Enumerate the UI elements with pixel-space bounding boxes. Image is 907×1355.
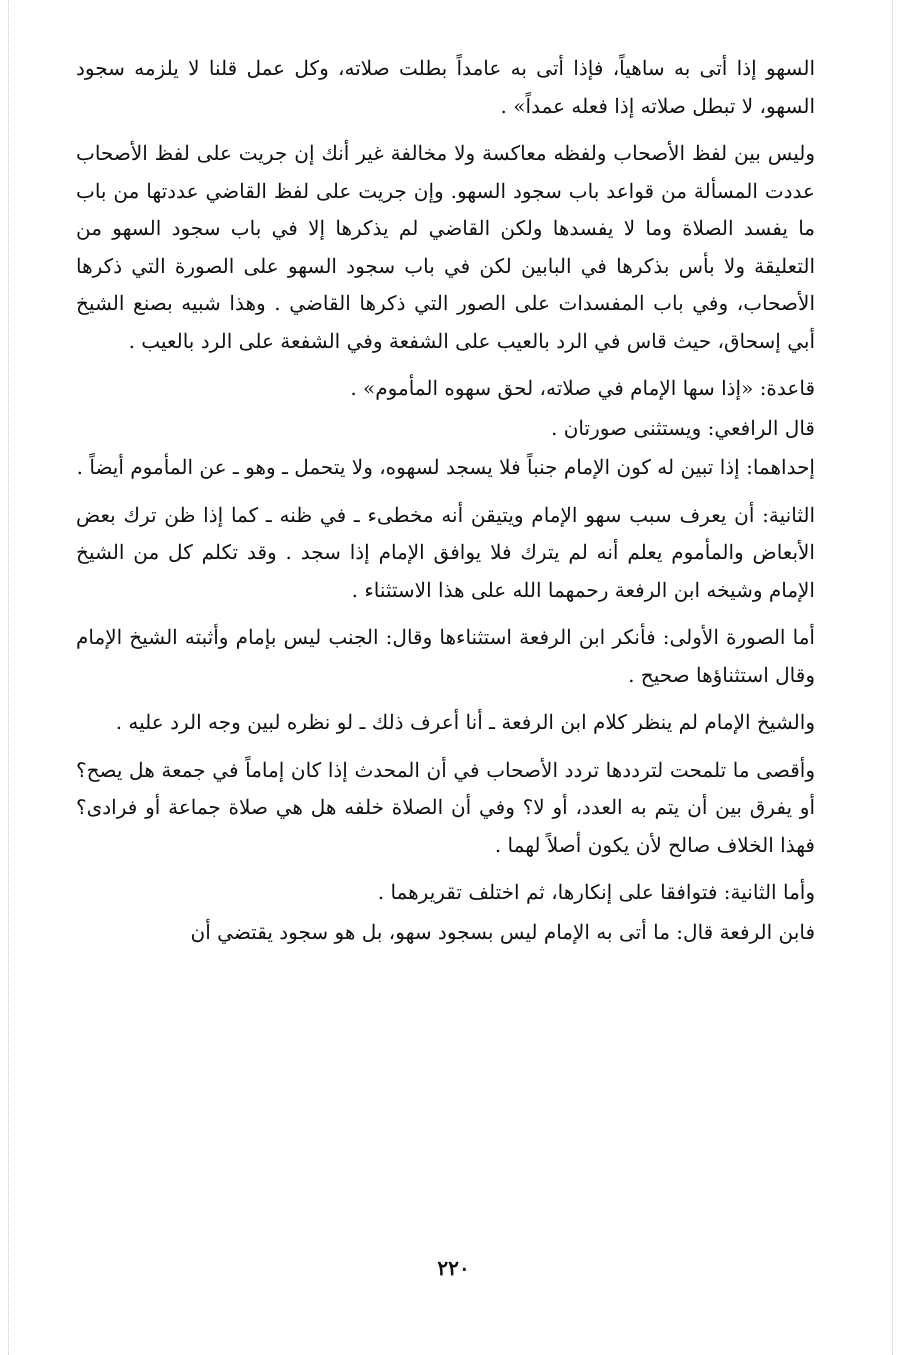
body-text — [76, 50, 815, 961]
paragraph-first-case: إحداهما: إذا تبين له كون الإمام جنباً فلا يسجد لسهوه، ولا يتحمل ـ وهو ـ عن المأموم أيضاً . — [76, 455, 815, 479]
paragraph-rafii-quote: قال الرافعي: ويستثنى صورتان . — [551, 415, 815, 440]
left-margin-dots — [8, 0, 9, 1355]
paragraph-imam-note: والشيخ الإمام لم ينظر كلام ابن الرفعة ـ أنا أعرف ذلك ـ لو نظره لبين وجه الرد عليه . — [115, 710, 815, 734]
paragraph-comparison: وليس بين لفظ الأصحاب ولفظه معاكسة ولا مخالفة غير أنك إن جريت على لفظ الأصحاب عددت المسألة من قواعد باب سجود السهو. وإن جريت على لفظ القاضي عددتها من باب ما يفسد الصلاة وما لا يفسدها ولكن القاضي لم يذكرها إلا في باب سجود السهو من التعليقة ولا بأس بذكرها في البابين لكن في باب سجود السهو على الصورة التي ذكرها الأصحاب، وفي باب المفسدات على الصور التي ذكرها القاضي . وهذا شبيه بصنع الشيخ أبي إسحاق، حيث قاس في الرد بالعيب على الشفعة وفي الشفعة على الرد بالعيب . — [76, 141, 816, 353]
paragraph-second-case: الثانية: أن يعرف سبب سهو الإمام ويتيقن أنه مخطىء ـ في ظنه ـ كما إذا ظن ترك بعض الأبعاض والمأموم يعلم أنه لم يترك فلا يوافق الإمام إذا سجد . وقد تكلم كل من الشيخ الإمام وشيخه ابن الرفعة رحمهما الله على هذا الاستثناء . — [76, 502, 816, 602]
paragraph-hesitation: وأقصى ما تلمحت لترددها تردد الأصحاب في أن المحدث إذا كان إماماً في جمعة هل يصح؟ أو يفرق بين أن يتم به العدد، أو لا؟ وفي أن الصلاة خلفه هل هي صلاة جماعة أو فرادى؟ فهذا الخلاف صالح لأن يكون أصلاً لهما . — [76, 757, 816, 857]
paragraph-first-image: أما الصورة الأولى: فأنكر ابن الرفعة استثناءها وقال: الجنب ليس بإمام وأثبته الشيخ الإمام وقال استثناؤها صحيح . — [76, 625, 815, 687]
paragraph-rule-heading: قاعدة: «إذا سها الإمام في صلاته، لحق سهوه المأموم» . — [350, 376, 815, 400]
page-number: ٢٢٠ — [437, 1256, 470, 1280]
paragraph-continuation: السهو إذا أتى به ساهياً، فإذا أتى به عامداً بطلت صلاته، وكل عمل قلنا لا يلزمه سجود السهو، لا تبطل صلاته إذا فعله عمداً» . — [76, 56, 815, 118]
paragraph-second-image: وأما الثانية: فتوافقا على إنكارها، ثم اختلف تقريرهما . — [377, 880, 815, 904]
right-margin-dots — [892, 0, 893, 1355]
paragraph-ibn-rifa: فابن الرفعة قال: ما أتى به الإمام ليس بسجود سهو، بل هو سجود يقتضي أن — [190, 919, 815, 944]
